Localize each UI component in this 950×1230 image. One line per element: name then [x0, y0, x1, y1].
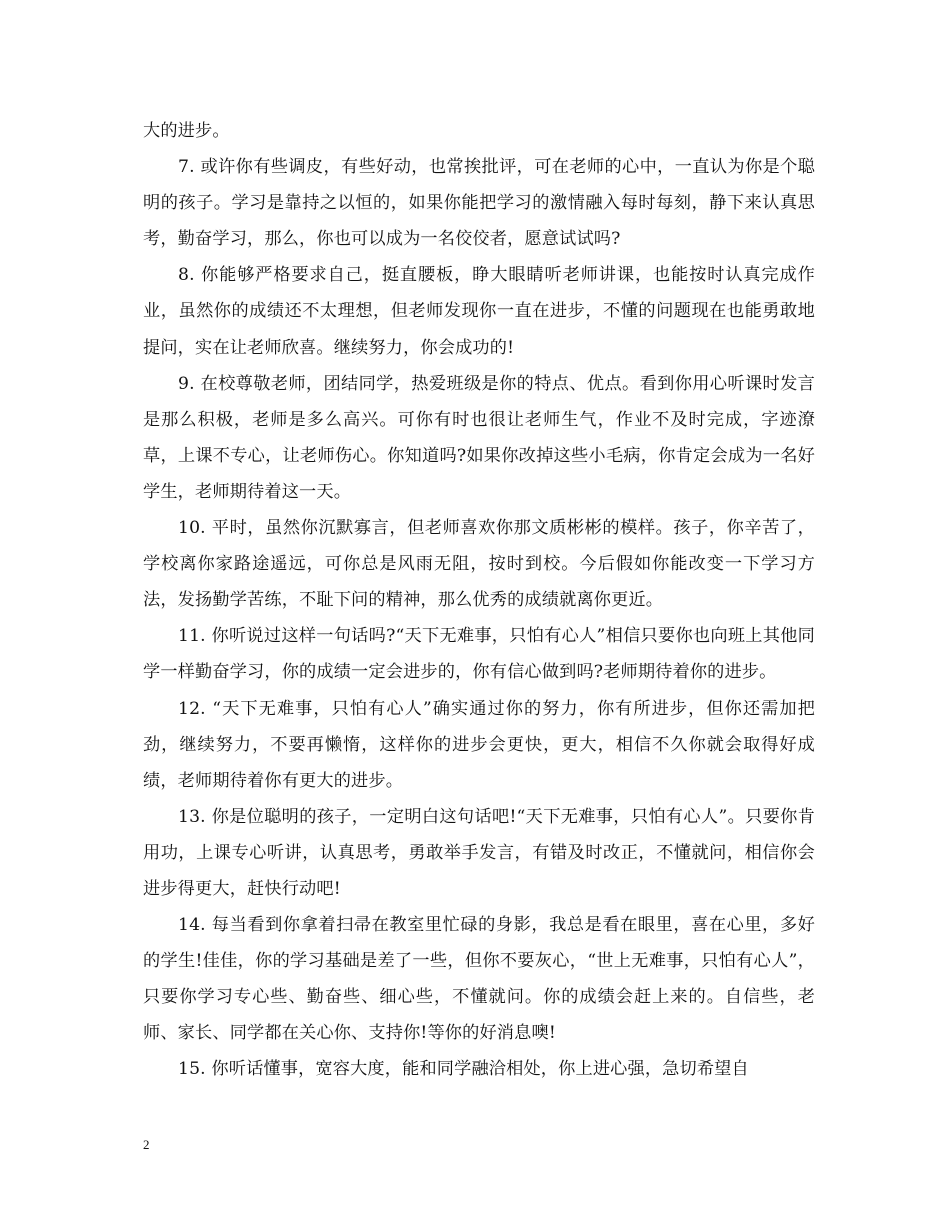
paragraph-continuation: 大的进步。: [143, 121, 230, 141]
paragraph-item-13: 13. 你是位聪明的孩子，一定明白这句话吧!“天下无难事，只怕有心人”。只要你肯用功，上课专心听讲，认真思考，勇敢举手发言，有错及时改正，不懂就问，相信你会进步得更大，赶快行动吧!: [143, 806, 815, 899]
paragraph-item-8: 8. 你能够严格要求自己，挺直腰板，睁大眼睛听老师讲课，也能按时认真完成作业，虽然你的成绩还不太理想，但老师发现你一直在进步，不懂的问题现在也能勇敢地提问，实在让老师欣喜。继续努力，你会成功的!: [143, 265, 815, 358]
paragraph-item-15: 15. 你听话懂事，宽容大度，能和同学融洽相处，你上进心强，急切希望自: [178, 1059, 749, 1080]
paragraph-item-9: 9. 在校尊敬老师，团结同学，热爱班级是你的特点、优点。看到你用心听课时发言是那么积极，老师是多么高兴。可你有时也很让老师生气，作业不及时完成，字迹潦草，上课不专心，让老师伤心。你知道吗?如果你改掉这些小毛病，你肯定会成为一名好学生，老师期待着这一天。: [143, 373, 815, 502]
paragraph-item-11: 11. 你听说过这样一句话吗?“天下无难事，只怕有心人”相信只要你也向班上其他同学一样勤奋学习，你的成绩一定会进步的，你有信心做到吗?老师期待着你的进步。: [143, 626, 815, 683]
page-number: 2: [143, 1137, 150, 1152]
paragraph-item-7: 7. 或许你有些调皮，有些好动，也常挨批评，可在老师的心中，一直认为你是个聪明的孩子。学习是靠持之以恒的，如果你能把学习的激情融入每时每刻，静下来认真思考，勤奋学习，那么，你也可以成为一名佼佼者，愿意试试吗?: [143, 157, 815, 250]
document-body: [143, 113, 815, 1088]
paragraph-item-10: 10. 平时，虽然你沉默寡言，但老师喜欢你那文质彬彬的模样。孩子，你辛苦了，学校离你家路途遥远，可你总是风雨无阻，按时到校。今后假如你能改变一下学习方法，发扬勤学苦练，不耻下问的精神，那么优秀的成绩就离你更近。: [143, 518, 815, 611]
paragraph-item-12: 12. “天下无难事，只怕有心人”确实通过你的努力，你有所进步，但你还需加把劲，继续努力，不要再懒惰，这样你的进步会更快，更大，相信不久你就会取得好成绩，老师期待着你有更大的进步。: [143, 698, 815, 791]
paragraph-item-14: 14. 每当看到你拿着扫帚在教室里忙碌的身影，我总是看在眼里，喜在心里，多好的学生!佳佳，你的学习基础是差了一些，但你不要灰心，“世上无难事，只怕有心人”，只要你学习专心些、勤奋些、细心些，不懂就问。你的成绩会赶上来的。自信些，老师、家长、同学都在关心你、支持你!等你的好消息噢!: [143, 915, 815, 1044]
